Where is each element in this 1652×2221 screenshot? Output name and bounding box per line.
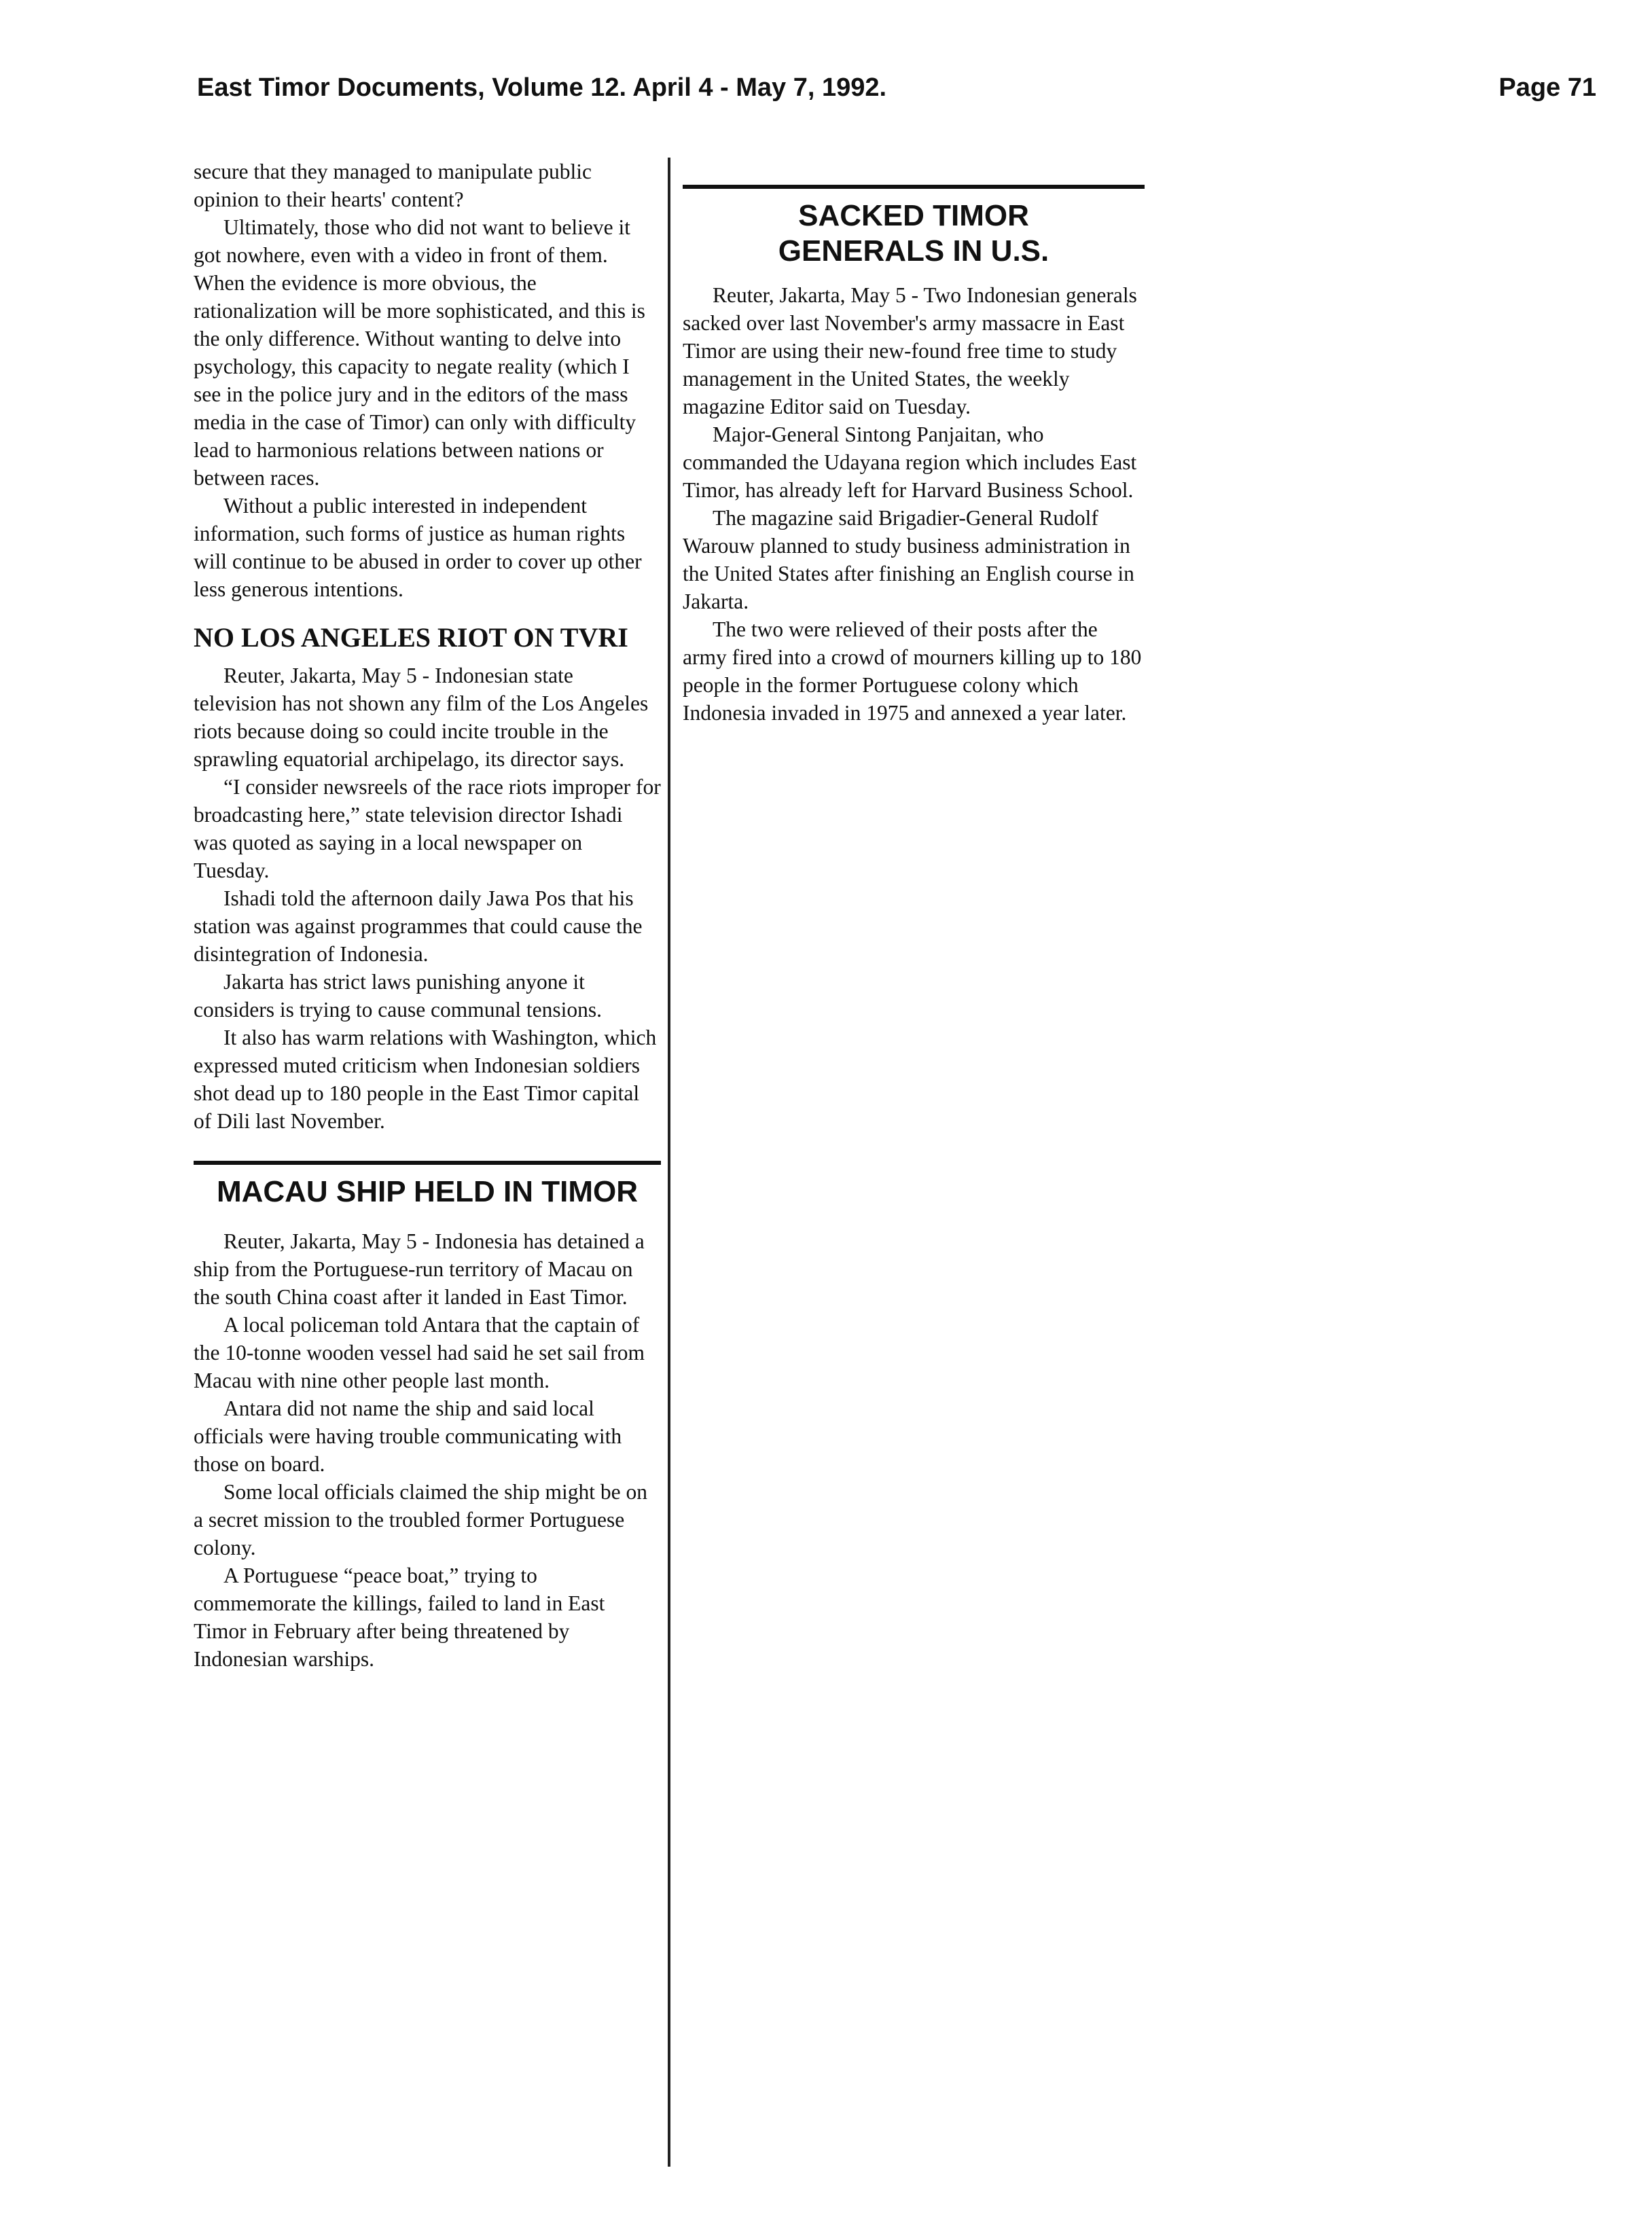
right-column: [683, 158, 1145, 727]
article-paragraph: Some local officials claimed the ship might be on a secret mission to the troubled former Portuguese colony.: [194, 1480, 648, 1559]
article-paragraph: A Portuguese “peace boat,” trying to commemorate the killings, failed to land in East Timor in February after being threatened by Indonesian warships.: [194, 1564, 605, 1671]
left-column: [194, 158, 661, 1673]
article-paragraph: The magazine said Brigadier-General Rudolf Warouw planned to study business administration in the United States after finishing an English course in Jakarta.: [683, 506, 1134, 613]
headline-macau-ship: MACAU SHIP HELD IN TIMOR: [194, 1161, 661, 1210]
article-paragraph: Reuter, Jakarta, May 5 - Two Indonesian generals sacked over last November's army massacre in East Timor are using their new-found free time to study management in the United States, the weekly magazine Editor said on Tuesday.: [683, 283, 1137, 418]
article-paragraph: It also has warm relations with Washington, which expressed muted criticism when Indonesian soldiers shot dead up to 180 people in the East Timor capital of Dili last November.: [194, 1026, 657, 1133]
continuation-paragraph: secure that they managed to manipulate public opinion to their hearts' content?: [194, 160, 592, 211]
headline-sacked-generals: [683, 185, 1145, 269]
article-paragraph: Antara did not name the ship and said local officials were having trouble communicating with those on board.: [194, 1396, 622, 1476]
article-paragraph: Major-General Sintong Panjaitan, who commanded the Udayana region which includes East Timor, has already left for Harvard Business School.: [683, 422, 1137, 502]
continuation-paragraph: Without a public interested in independent information, such forms of justice as human rights will continue to be abused in order to cover up other less generous intentions.: [194, 494, 642, 601]
page-header: [197, 73, 1596, 114]
page-number: Page 71: [1498, 73, 1596, 102]
headline-line-1: SACKED TIMOR: [798, 199, 1029, 232]
article-paragraph: Ishadi told the afternoon daily Jawa Pos that his station was against programmes that could cause the disintegration of Indonesia.: [194, 886, 643, 966]
article-paragraph: A local policeman told Antara that the captain of the 10-tonne wooden vessel had said he set sail from Macau with nine other people last month.: [194, 1313, 645, 1392]
document-title: East Timor Documents, Volume 12. April 4 - May 7, 1992.: [197, 73, 887, 102]
article-paragraph: “I consider newsreels of the race riots improper for broadcasting here,” state television director Ishadi was quoted as saying in a local newspaper on Tuesday.: [194, 775, 661, 882]
article-paragraph: Jakarta has strict laws punishing anyone it considers is trying to cause communal tensions.: [194, 970, 603, 1022]
article-paragraph: The two were relieved of their posts after the army fired into a crowd of mourners killing up to 180 people in the former Portuguese colony which Indonesia invaded in 1975 and annexed a year later.: [683, 617, 1142, 725]
headline-tvri: NO LOS ANGELES RIOT ON TVRI: [194, 622, 628, 653]
headline-line-2: GENERALS IN U.S.: [778, 234, 1049, 268]
column-divider: [668, 158, 670, 2167]
article-paragraph: Reuter, Jakarta, May 5 - Indonesia has detained a ship from the Portuguese-run territory of Macau on the south China coast after it landed in East Timor.: [194, 1229, 645, 1309]
continuation-paragraph: Ultimately, those who did not want to believe it got nowhere, even with a video in front of them. When the evidence is more obvious, the rationalization will be more sophisticated, and this is the only difference. Without wanting to delve into psychology, this capacity to negate reality (which I see in the police jury and in the editors of the mass media in the case of Timor) can only with difficulty lead to harmonious relations between nations or between races.: [194, 215, 645, 490]
article-paragraph: Reuter, Jakarta, May 5 - Indonesian state television has not shown any film of the Los Angeles riots because doing so could incite trouble in the sprawling equatorial archipelago, its director says.: [194, 664, 649, 771]
